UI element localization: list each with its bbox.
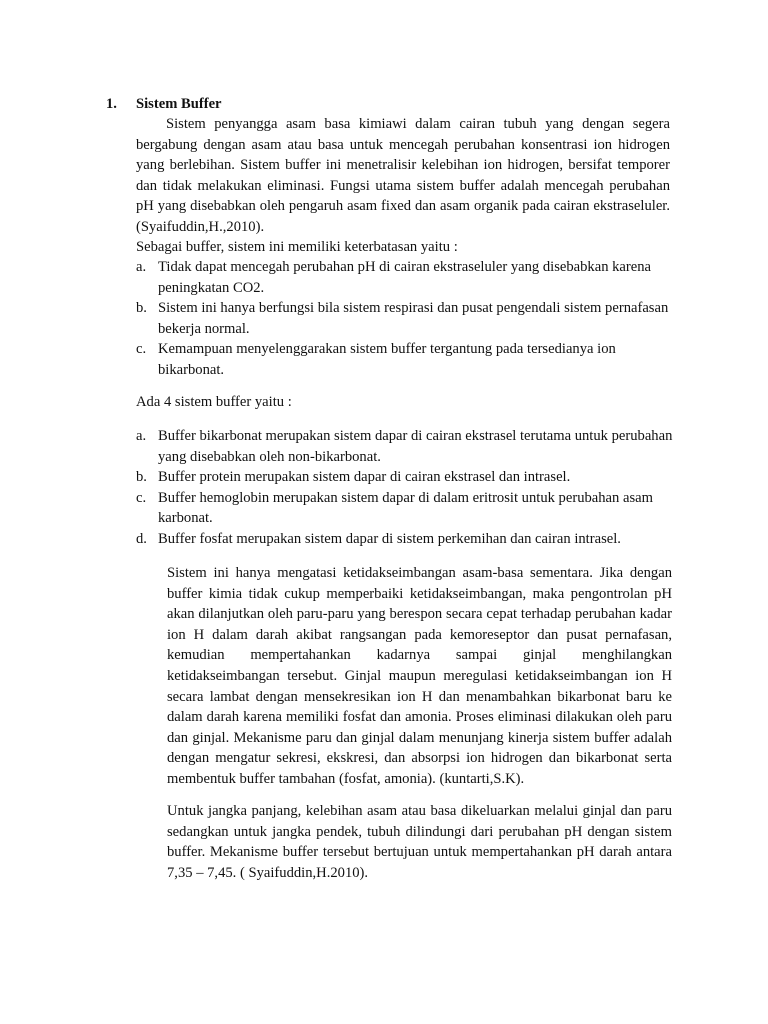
list-marker: c.	[136, 489, 147, 506]
limitations-list	[136, 257, 676, 380]
intro-block	[136, 114, 670, 258]
section-title: Sistem Buffer	[136, 96, 222, 112]
limitations-lead: Sebagai buffer, sistem ini memiliki keterbatasan yaitu :	[136, 239, 458, 255]
list-item-text: Sistem ini hanya berfungsi bila sistem respirasi dan pusat pengendali sistem pernafasan bekerja normal.	[158, 300, 669, 337]
list-item	[136, 257, 676, 298]
intro-paragraph: Sistem penyangga asam basa kimiawi dalam cairan tubuh yang dengan segera bergabung dengan asam atau basa untuk mencegah perubahan konsentrasi ion hidrogen yang berlebihan. Sistem buffer ini menetralisir kelebihan ion hidrogen, bersifat temporer dan tidak melakukan eliminasi. Fungsi utama sistem buffer adalah mencegah perubahan pH yang disebabkan oleh pengaruh asam fixed dan asam organik pada cairan ekstraseluler. (Syaifuddin,H.,2010).	[136, 116, 670, 235]
list-item-text: Buffer protein merupakan sistem dapar di cairan ekstrasel dan intrasel.	[158, 469, 571, 485]
body-paragraph-2: Untuk jangka panjang, kelebihan asam atau basa dikeluarkan melalui ginjal dan paru sedangkan untuk jangka pendek, tubuh dilindungi dari perubahan pH dengan sistem buffer. Mekanisme buffer tersebut bertujuan untuk mempertahankan pH darah antara 7,35 – 7,45. ( Syaifuddin,H.2010).	[167, 803, 672, 881]
list-item	[136, 529, 676, 550]
types-list	[136, 426, 676, 549]
list-item-text: Buffer fosfat merupakan sistem dapar di sistem perkemihan dan cairan intrasel.	[158, 530, 621, 547]
list-item	[136, 426, 676, 467]
list-marker: a.	[136, 259, 147, 275]
types-lead: Ada 4 sistem buffer yaitu :	[136, 394, 292, 410]
body-paragraph-1: Sistem ini hanya mengatasi ketidakseimbangan asam-basa sementara. Jika dengan buffer kimia tidak cukup memperbaiki ketidakseimbangan, maka pengontrolan pH akan dilanjutkan oleh paru-paru yang berespon secara cepat terhadap perubahan kadar ion H dalam darah akibat rangsangan pada kemoreseptor dan pusat pernafasan, kemudian mempertahankan kadarnya sampai ginjal menghilangkan ketidakseimbangan tersebut. Ginjal maupun meregulasi ketidakseimbangan ion H secara lambat dengan mensekresikan ion H dan menambahkan bikarbonat baru ke dalam darah karena memiliki fosfat dan amonia. Proses eliminasi dilakukan oleh paru dan ginjal. Mekanisme paru dan ginjal dalam menunjang kinerja sistem buffer adalah dengan mengatur sekresi, ekskresi, dan absorpsi ion hidrogen dan bikarbonat serta membentuk buffer tambahan (fosfat, amonia). (kuntarti,S.K).	[167, 565, 672, 787]
list-item	[136, 339, 676, 380]
list-marker: a.	[136, 428, 147, 444]
section-number: 1.	[106, 96, 117, 112]
list-item	[136, 488, 676, 529]
section-heading	[106, 94, 222, 114]
list-marker: d.	[136, 530, 147, 547]
list-item	[136, 298, 676, 339]
list-item-text: Buffer bikarbonat merupakan sistem dapar di cairan ekstrasel terutama untuk perubahan yang disebabkan oleh non-bikarbonat.	[158, 428, 673, 465]
list-marker: b.	[136, 469, 147, 485]
list-marker: c.	[136, 341, 147, 357]
list-marker: b.	[136, 300, 147, 316]
list-item-text: Buffer hemoglobin merupakan sistem dapar di dalam eritrosit untuk perubahan asam karbonat.	[158, 489, 653, 526]
list-item-text: Tidak dapat mencegah perubahan pH di cairan ekstraseluler yang disebabkan karena peningkatan CO2.	[158, 259, 652, 296]
list-item-text: Kemampuan menyelenggarakan sistem buffer tergantung pada tersedianya ion bikarbonat.	[158, 341, 616, 378]
list-item	[136, 467, 676, 488]
